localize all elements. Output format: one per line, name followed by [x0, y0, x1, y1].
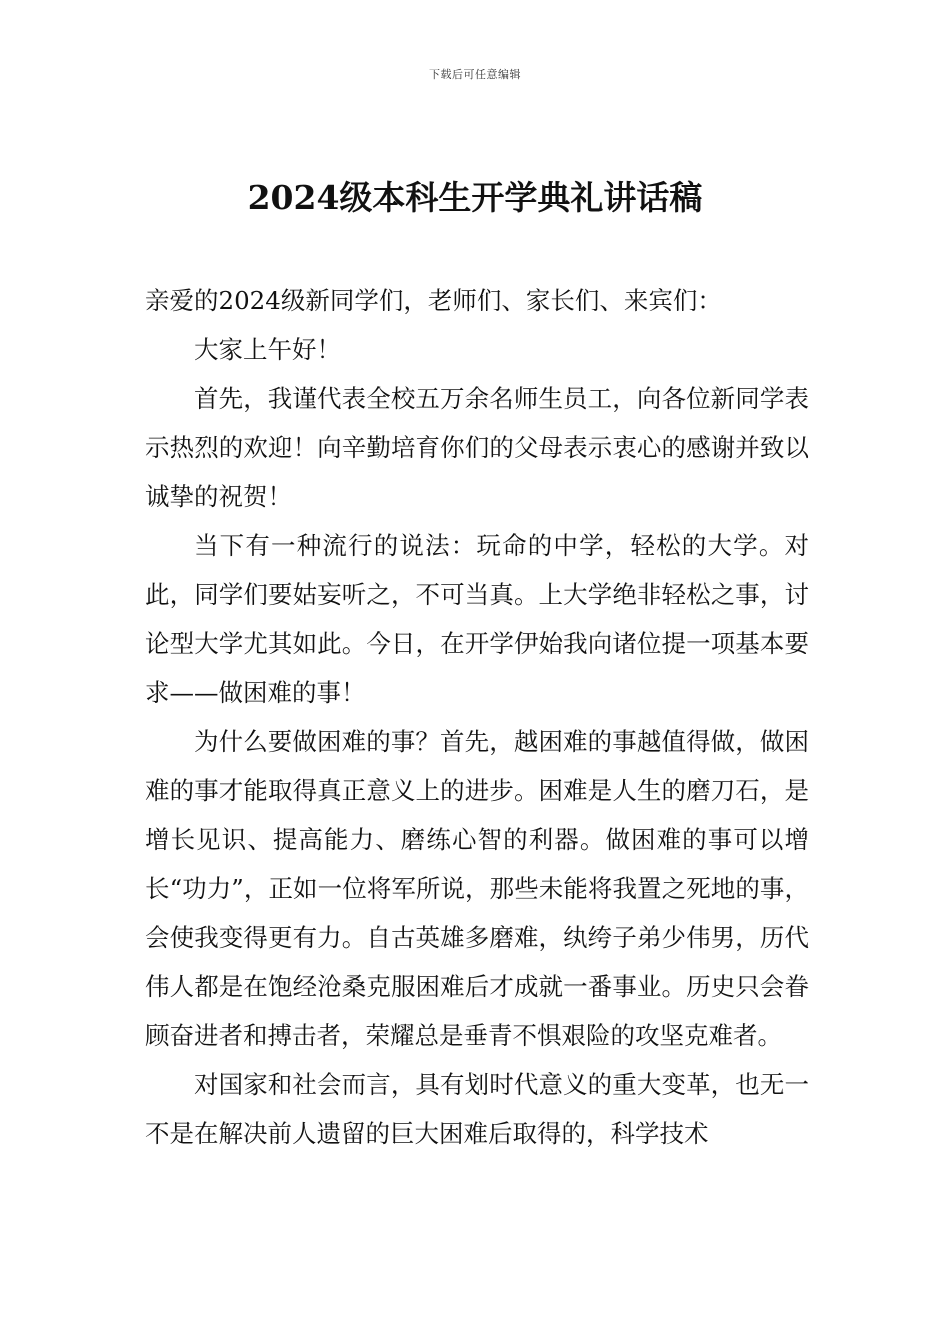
greeting-paragraph: 大家上午好！	[194, 335, 341, 364]
welcome-paragraph: 首先，我谨代表全校五万余名师生员工，向各位新同学表示热烈的欢迎！向辛勤培育你们的父母表示衷心的感谢并致以诚挚的祝贺！	[145, 384, 809, 511]
salutation-paragraph: 亲爱的2024级新同学们，老师们、家长们、来宾们：	[145, 286, 722, 315]
requirement-paragraph: 当下有一种流行的说法：玩命的中学，轻松的大学。对此，同学们要姑妄听之，不可当真。上大学绝非轻松之事，讨论型大学尤其如此。今日，在开学伊始我向诸位提一项基本要求——做困难的事！	[145, 531, 809, 707]
difficulty-paragraph: 为什么要做困难的事？首先，越困难的事越值得做，做困难的事才能取得真正意义上的进步。困难是人生的磨刀石，是增长见识、提高能力、磨练心智的利器。做困难的事可以增长“功力”，正如一位将军所说，那些未能将我置之死地的事，会使我变得更有力。自古英雄多磨难，纨绔子弟少伟男，历代伟人都是在饱经沧桑克服困难后才成就一番事业。历史只会眷顾奋进者和搏击者，荣耀总是垂青不惧艰险的攻坚克难者。	[145, 727, 809, 1050]
document-title: 2024级本科生开学典礼讲话稿	[247, 178, 703, 217]
document-body	[145, 276, 809, 1158]
header-note: 下载后可任意编辑	[429, 68, 521, 81]
society-paragraph: 对国家和社会而言，具有划时代意义的重大变革，也无一不是在解决前人遗留的巨大困难后取得的，科学技术	[145, 1070, 809, 1148]
